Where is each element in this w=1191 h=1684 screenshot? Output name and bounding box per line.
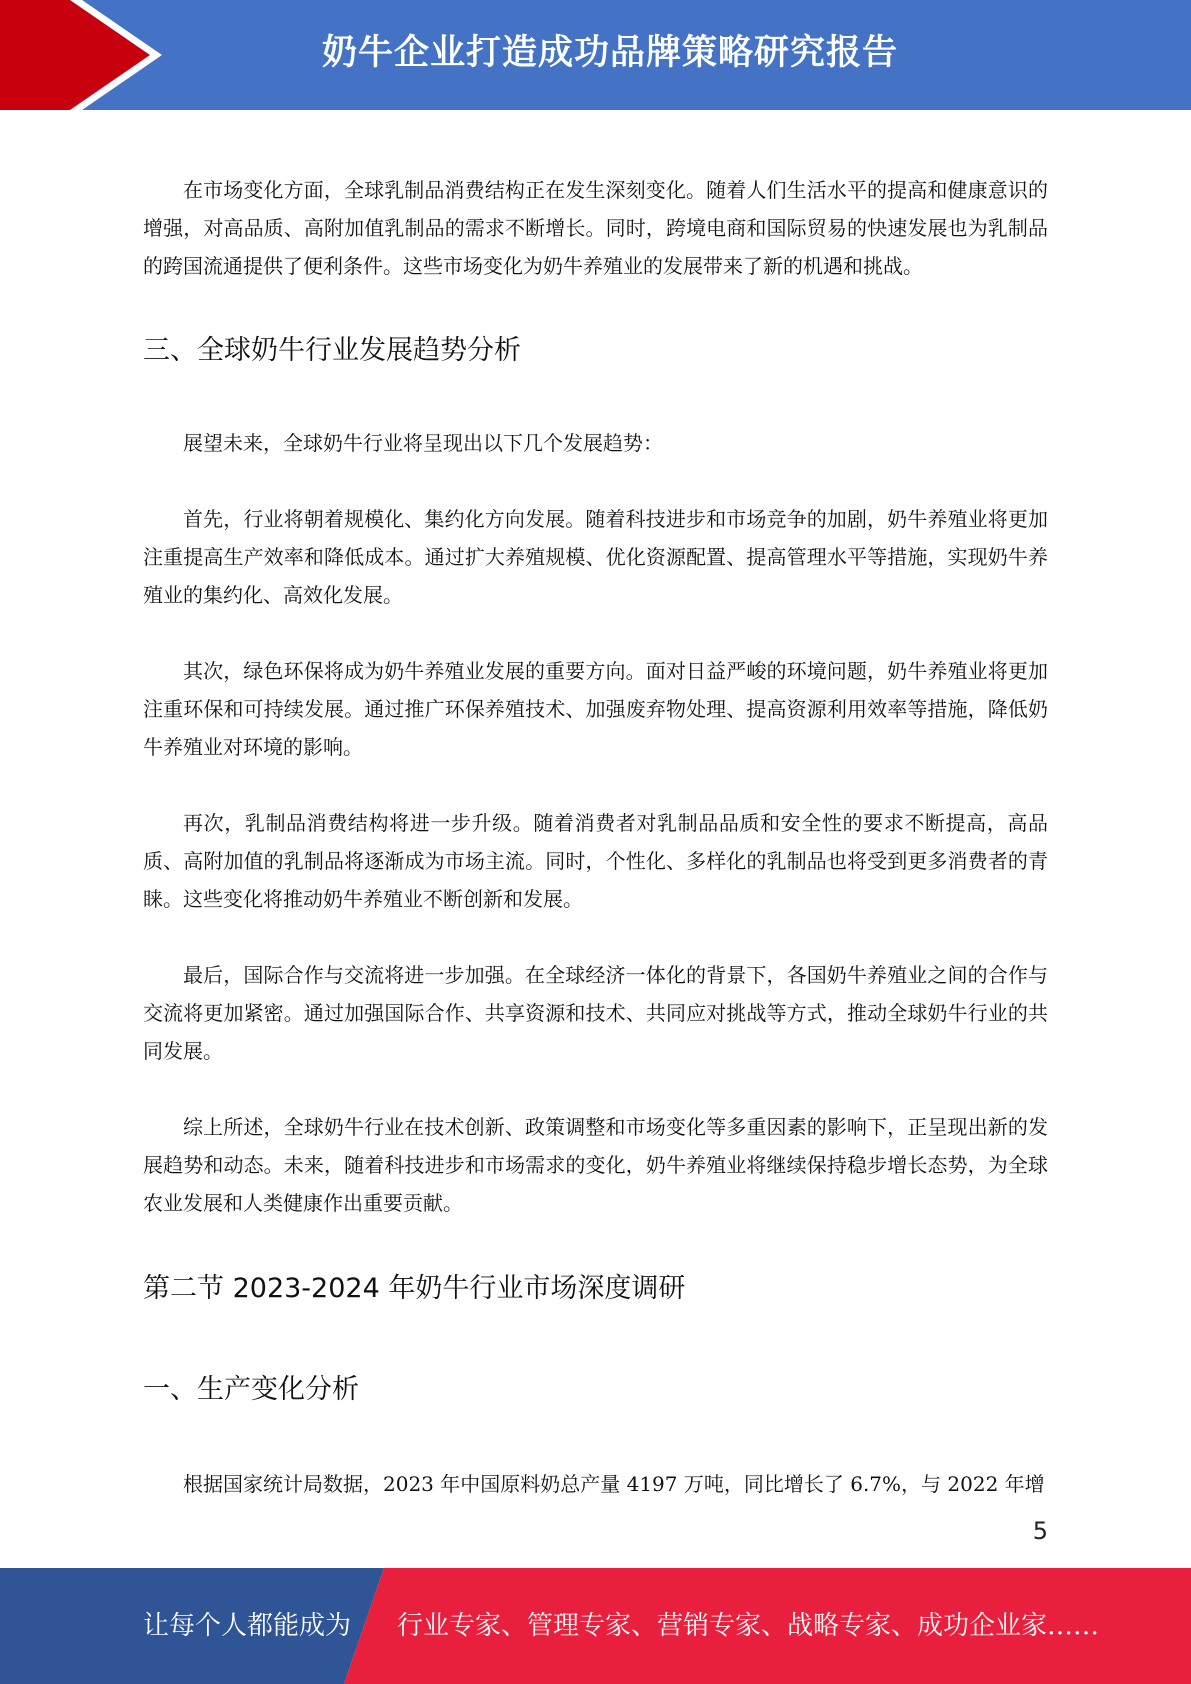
- paragraph-outlook: 展望未来，全球奶牛行业将呈现出以下几个发展趋势：: [183, 431, 663, 455]
- page-header: [0, 0, 1191, 110]
- paragraph-fourth-trend: 最后，国际合作与交流将进一步加强。在全球经济一体化的背景下，各国奶牛养殖业之间的合作与交流将更加紧密。通过加强国际合作、共享资源和技术、共同应对挑战等方式，推动全球奶牛行业的共同发展。: [143, 963, 1048, 1063]
- page-footer: [0, 1568, 1191, 1684]
- footer-slogan-right: 行业专家、管理专家、营销专家、战略专家、成功企业家……: [397, 1611, 1100, 1641]
- paragraph-summary: 综上所述，全球奶牛行业在技术创新、政策调整和市场变化等多重因素的影响下，正呈现出新的发展趋势和动态。未来，随着科技进步和市场需求的变化，奶牛养殖业将继续保持稳步增长态势，为全球农业发展和人类健康作出重要贡献。: [143, 1115, 1048, 1215]
- subsection-heading-production: 一、生产变化分析: [143, 1374, 359, 1405]
- footer-slogan-left: 让每个人都能成为: [143, 1611, 352, 1641]
- report-title: 奶牛企业打造成功品牌策略研究报告: [321, 33, 898, 73]
- paragraph-production-data: 根据国家统计局数据，2023 年中国原料奶总产量 4197 万吨，同比增长了 6.7%，与 2022 年增: [183, 1472, 1045, 1496]
- chapter-heading-market-research: 第二节 2023-2024 年奶牛行业市场深度调研: [143, 1273, 686, 1304]
- section-heading-trends: 三、全球奶牛行业发展趋势分析: [143, 335, 521, 366]
- paragraph-first-trend: 首先，行业将朝着规模化、集约化方向发展。随着科技进步和市场竞争的加剧，奶牛养殖业将更加注重提高生产效率和降低成本。通过扩大养殖规模、优化资源配置、提高管理水平等措施，实现奶牛养殖业的集约化、高效化发展。: [143, 507, 1048, 607]
- paragraph-second-trend: 其次，绿色环保将成为奶牛养殖业发展的重要方向。面对日益严峻的环境问题，奶牛养殖业将更加注重环保和可持续发展。通过推广环保养殖技术、加强废弃物处理、提高资源利用效率等措施，降低奶牛养殖业对环境的影响。: [143, 659, 1048, 759]
- paragraph-market-changes: 在市场变化方面，全球乳制品消费结构正在发生深刻变化。随着人们生活水平的提高和健康意识的增强，对高品质、高附加值乳制品的需求不断增长。同时，跨境电商和国际贸易的快速发展也为乳制品的跨国流通提供了便利条件。这些市场变化为奶牛养殖业的发展带来了新的机遇和挑战。: [143, 178, 1048, 278]
- page-number: 5: [1032, 1517, 1048, 1545]
- paragraph-third-trend: 再次，乳制品消费结构将进一步升级。随着消费者对乳制品品质和安全性的要求不断提高，高品质、高附加值的乳制品将逐渐成为市场主流。同时，个性化、多样化的乳制品也将受到更多消费者的青睐。这些变化将推动奶牛养殖业不断创新和发展。: [143, 811, 1048, 911]
